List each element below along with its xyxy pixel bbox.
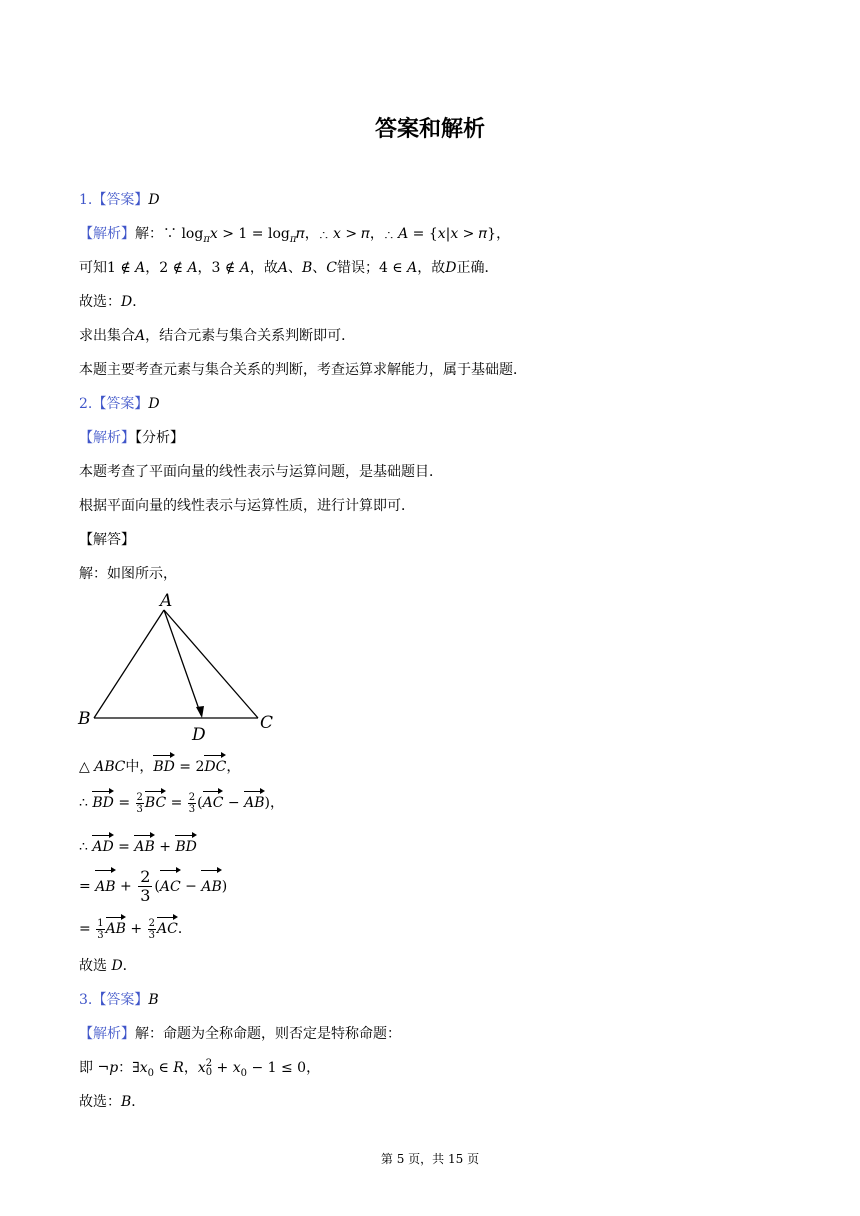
q1-text: 𝑥 > 1 = log xyxy=(209,226,290,242)
denominator: 3 xyxy=(97,929,104,941)
edge-ab xyxy=(94,610,164,718)
vector: AC xyxy=(157,916,178,939)
fraction xyxy=(96,918,104,941)
q1-number: 1. xyxy=(79,192,93,208)
numerator: 2 xyxy=(188,791,196,803)
eq-text: ( xyxy=(154,878,160,895)
q2-line2: 根据平面向量的线性表示与运算性质，进行计算即可． xyxy=(79,498,415,514)
q2-solution-tag: 【解答】 xyxy=(79,532,135,548)
vector: AC xyxy=(160,869,181,902)
q1-answer-tag: 【答案】 xyxy=(92,192,149,208)
log-base: 𝜋 xyxy=(289,233,297,245)
eq-text: − xyxy=(180,878,202,895)
eq-text: + xyxy=(125,921,147,937)
vector: AB xyxy=(244,790,264,813)
q1-analysis-tag: 【解析】 xyxy=(79,226,135,242)
q3-answer-line xyxy=(79,990,159,1010)
eq-text: △ 𝐴𝐵𝐶中， xyxy=(79,759,154,775)
denominator: 3 xyxy=(140,886,151,905)
vector: BC xyxy=(145,790,166,813)
label-a: A xyxy=(160,591,173,611)
vector: AB xyxy=(201,869,221,902)
eq-text: = xyxy=(79,921,96,937)
q3-analysis-line xyxy=(79,1024,401,1044)
q3-text: − 1 ≤ 0， xyxy=(247,1060,321,1076)
label-b: B xyxy=(78,709,91,729)
vector: AC xyxy=(203,790,224,813)
q3-text: 解：命题为全称命题，则否定是特称命题： xyxy=(135,1026,401,1042)
eq-text: = xyxy=(166,795,187,811)
q2-eq4 xyxy=(79,868,227,905)
q3-analysis-tag: 【解析】 xyxy=(79,1026,135,1042)
vector: AB xyxy=(134,834,154,857)
q2-analysis-sub: 【分析】 xyxy=(135,430,184,446)
q3-text: + 𝑥 xyxy=(212,1060,241,1076)
q1-line3: 故选：𝐷． xyxy=(79,294,147,310)
eq-text: ( xyxy=(197,795,203,811)
numerator: 2 xyxy=(140,867,151,886)
q2-eq3 xyxy=(79,834,197,857)
q2-line1: 本题考查了平面向量的线性表示与运算问题，是基础题目． xyxy=(79,464,443,480)
vector: BD xyxy=(153,754,175,777)
q1-text: 解：∵ log xyxy=(135,226,204,242)
page-footer: 第 5 页，共 15 页 xyxy=(380,1152,480,1166)
eq-text: = 2 xyxy=(174,759,205,775)
vector: AB xyxy=(106,916,126,939)
eq-text: + xyxy=(115,878,137,895)
eq-text: ， xyxy=(226,759,241,775)
fraction xyxy=(136,792,144,815)
q2-eq5 xyxy=(79,916,192,941)
subscript: 0 xyxy=(240,1067,247,1079)
subscript: 0 xyxy=(205,1067,213,1078)
q2-number: 2. xyxy=(79,396,93,412)
q2-eq2 xyxy=(79,790,284,815)
numerator: 2 xyxy=(136,791,143,803)
eq-text: ∴ xyxy=(79,795,93,811)
numerator: 2 xyxy=(148,917,155,929)
eq-text: )， xyxy=(264,795,284,811)
vector: BD xyxy=(92,790,114,813)
triangle-figure xyxy=(74,588,284,748)
label-d: D xyxy=(192,725,206,745)
vector: BD xyxy=(175,834,197,857)
q2-analysis-line xyxy=(79,428,184,448)
page-title: 答案和解析 xyxy=(374,117,485,142)
q2-analysis-tag: 【解析】 xyxy=(79,430,135,446)
q1-answer: D xyxy=(148,192,160,208)
q2-answer-tag: 【答案】 xyxy=(92,396,149,412)
log-base: 𝜋 xyxy=(203,233,210,245)
q1-answer-line xyxy=(79,190,160,210)
vector: AD xyxy=(92,834,113,857)
q2-answer-line xyxy=(79,394,160,414)
numerator: 1 xyxy=(97,917,104,929)
not-symbol: ¬ xyxy=(97,1060,110,1076)
q1-line5: 本题主要考查元素与集合关系的判断，考查运算求解能力，属于基础题． xyxy=(79,362,527,378)
denominator: 3 xyxy=(148,929,155,941)
fraction xyxy=(138,868,152,905)
q2-eq1 xyxy=(79,754,240,777)
superscript: 2 xyxy=(205,1058,213,1069)
q1-analysis-line1 xyxy=(79,224,510,250)
q2-line3: 解：如图所示， xyxy=(79,566,177,582)
q1-text: 𝜋，∴ 𝑥 > 𝜋，∴ 𝐴 = {𝑥|𝑥 > 𝜋}， xyxy=(296,226,511,242)
eq-text: = xyxy=(79,878,96,895)
eq-text: ． xyxy=(177,921,192,937)
eq-text: = xyxy=(113,795,135,811)
eq-text: − xyxy=(223,795,245,811)
q2-answer: D xyxy=(148,396,160,412)
vector: AB xyxy=(95,869,115,902)
subscript: 0 xyxy=(147,1067,155,1079)
denominator: 3 xyxy=(136,803,143,815)
eq-text: ) xyxy=(221,878,228,895)
eq-text: ∴ xyxy=(79,839,93,855)
eq-text: + xyxy=(154,839,176,855)
q3-line3: 故选：𝐵． xyxy=(79,1094,146,1110)
edge-ac xyxy=(164,610,258,718)
q3-line2 xyxy=(79,1058,320,1084)
fraction xyxy=(188,792,196,815)
vector-ad xyxy=(164,610,201,715)
q2-line-end: 故选 𝐷． xyxy=(79,958,137,974)
label-c: C xyxy=(260,713,274,733)
q3-answer: B xyxy=(148,992,159,1008)
q3-text: ∈ 𝑅，𝑥 xyxy=(154,1060,206,1076)
q3-text: 𝑝：∃𝑥 xyxy=(109,1060,148,1076)
vector: DC xyxy=(204,754,226,777)
q1-line4: 求出集合𝐴，结合元素与集合关系判断即可． xyxy=(79,328,356,344)
q3-answer-tag: 【答案】 xyxy=(92,992,149,1008)
eq-text: = xyxy=(113,839,135,855)
q3-text: 即 xyxy=(79,1060,98,1076)
fraction xyxy=(148,918,156,941)
arrowhead-icon xyxy=(196,706,204,718)
q1-line2: 可知1 ∉ 𝐴，2 ∉ 𝐴，3 ∉ 𝐴，故𝐴、𝐵、𝐶错误；4 ∈ 𝐴，故𝐷正确． xyxy=(79,260,499,276)
denominator: 3 xyxy=(188,803,196,815)
q3-number: 3. xyxy=(79,992,93,1008)
